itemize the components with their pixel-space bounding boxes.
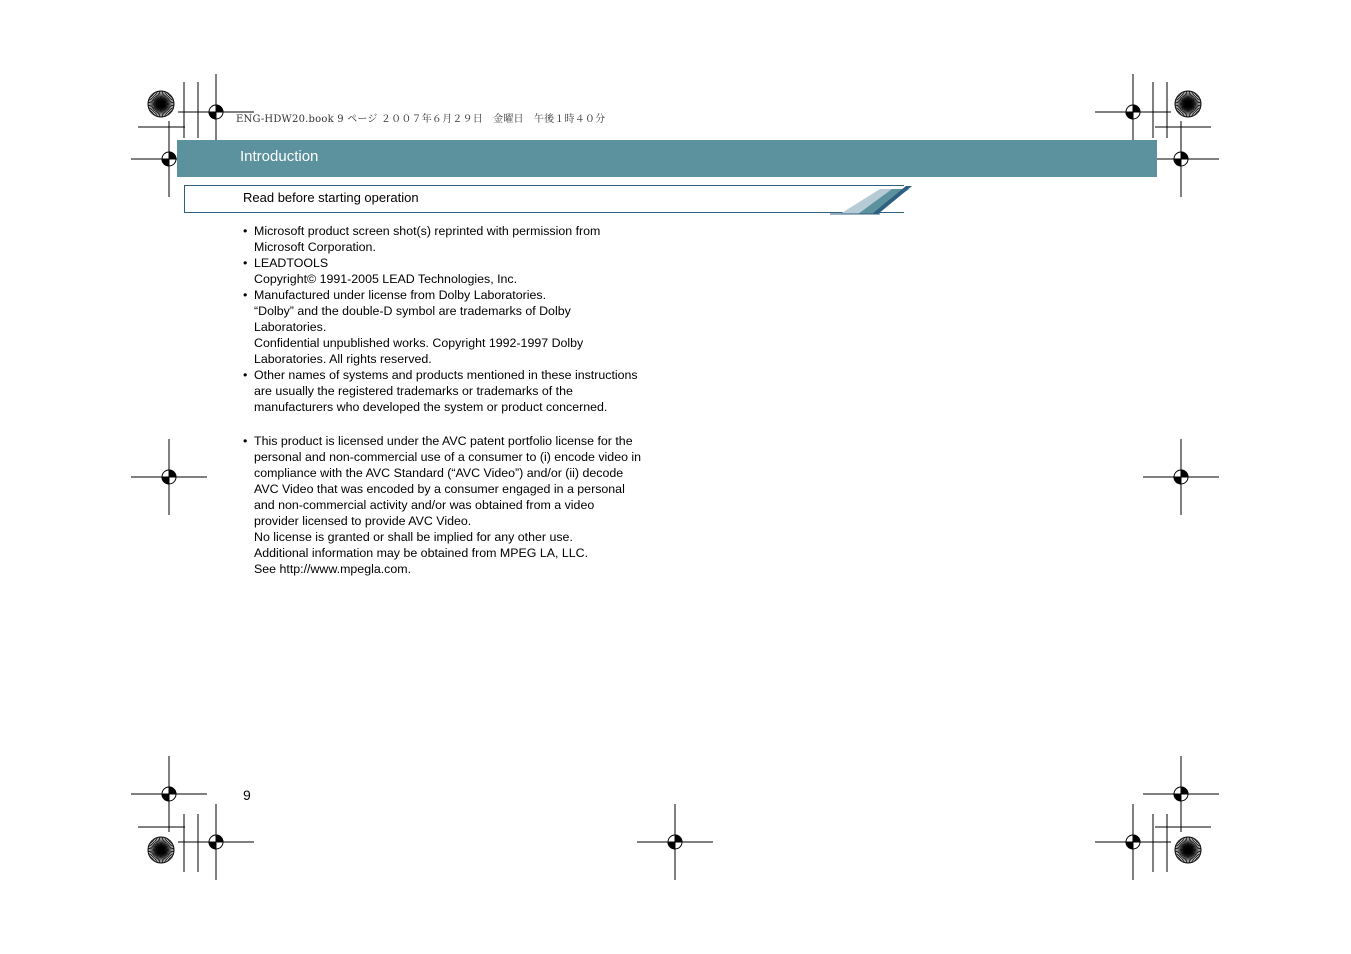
registration-target-icon <box>1095 74 1171 150</box>
notice-list-1 <box>243 223 663 415</box>
starburst-icon <box>1175 837 1201 863</box>
starburst-icon <box>148 91 174 117</box>
starburst-icon <box>1175 91 1201 117</box>
list-item-line: • Other names of systems and products mentioned in these instructions <box>254 368 638 382</box>
list-item-line: • LEADTOOLS <box>254 256 329 270</box>
registration-target-icon <box>1143 439 1219 515</box>
registration-target-icon <box>131 439 207 515</box>
list-item <box>243 223 663 255</box>
list-item-line: Confidential unpublished works. Copyright 1992-1997 Dolby <box>254 336 584 350</box>
list-item-line: Microsoft Corporation. <box>254 240 376 254</box>
registration-target-icon <box>178 804 254 880</box>
section-header <box>177 140 1157 177</box>
subsection-title: Read before starting operation <box>243 190 419 205</box>
subheader-stripe-decoration <box>830 185 920 215</box>
list-item-line: Copyright© 1991-2005 LEAD Technologies, Inc. <box>254 272 518 286</box>
list-item-line: manufacturers who developed the system or product concerned. <box>254 400 608 414</box>
notice-list-2 <box>243 433 663 577</box>
list-item-line: provider licensed to provide AVC Video. <box>254 514 472 528</box>
list-item-line: • Manufactured under license from Dolby Laboratories. <box>254 288 547 302</box>
registration-target-icon <box>131 756 207 832</box>
page-number: 9 <box>243 787 251 803</box>
registration-target-icon <box>637 804 713 880</box>
section-title: Introduction <box>240 148 319 165</box>
list-item-line: Additional information may be obtained from MPEG LA, LLC. <box>254 546 589 560</box>
registration-target-icon <box>1143 756 1219 832</box>
print-slug: ENG-HDW20.book 9 ページ ２００７年６月２９日 金曜日 午後１時４０分 <box>236 114 606 125</box>
list-item <box>243 255 663 287</box>
list-item-line: • This product is licensed under the AVC patent portfolio license for the <box>254 434 633 448</box>
list-item-line: • Microsoft product screen shot(s) reprinted with permission from <box>254 224 601 238</box>
list-item-line: personal and non-commercial use of a consumer to (i) encode video in <box>254 450 642 464</box>
list-item-line: are usually the registered trademarks or trademarks of the <box>254 384 573 398</box>
list-item-line: See http://www.mpegla.com. <box>254 562 412 576</box>
registration-target-icon <box>1095 804 1171 880</box>
body-content <box>243 223 663 577</box>
list-item-line: and non-commercial activity and/or was obtained from a video <box>254 498 595 512</box>
subsection-header <box>184 185 904 213</box>
list-item-line: AVC Video that was encoded by a consumer engaged in a personal <box>254 482 625 496</box>
list-item-line: Laboratories. <box>254 320 327 334</box>
list-item <box>243 367 663 415</box>
starburst-icon <box>148 837 174 863</box>
list-item <box>243 433 663 577</box>
list-item-line: Laboratories. All rights reserved. <box>254 352 432 366</box>
list-item-line: “Dolby” and the double-D symbol are trademarks of Dolby <box>254 304 571 318</box>
list-item-line: compliance with the AVC Standard (“AVC Video”) and/or (ii) decode <box>254 466 624 480</box>
list-item-line: No license is granted or shall be implied for any other use. <box>254 530 573 544</box>
list-item <box>243 287 663 367</box>
